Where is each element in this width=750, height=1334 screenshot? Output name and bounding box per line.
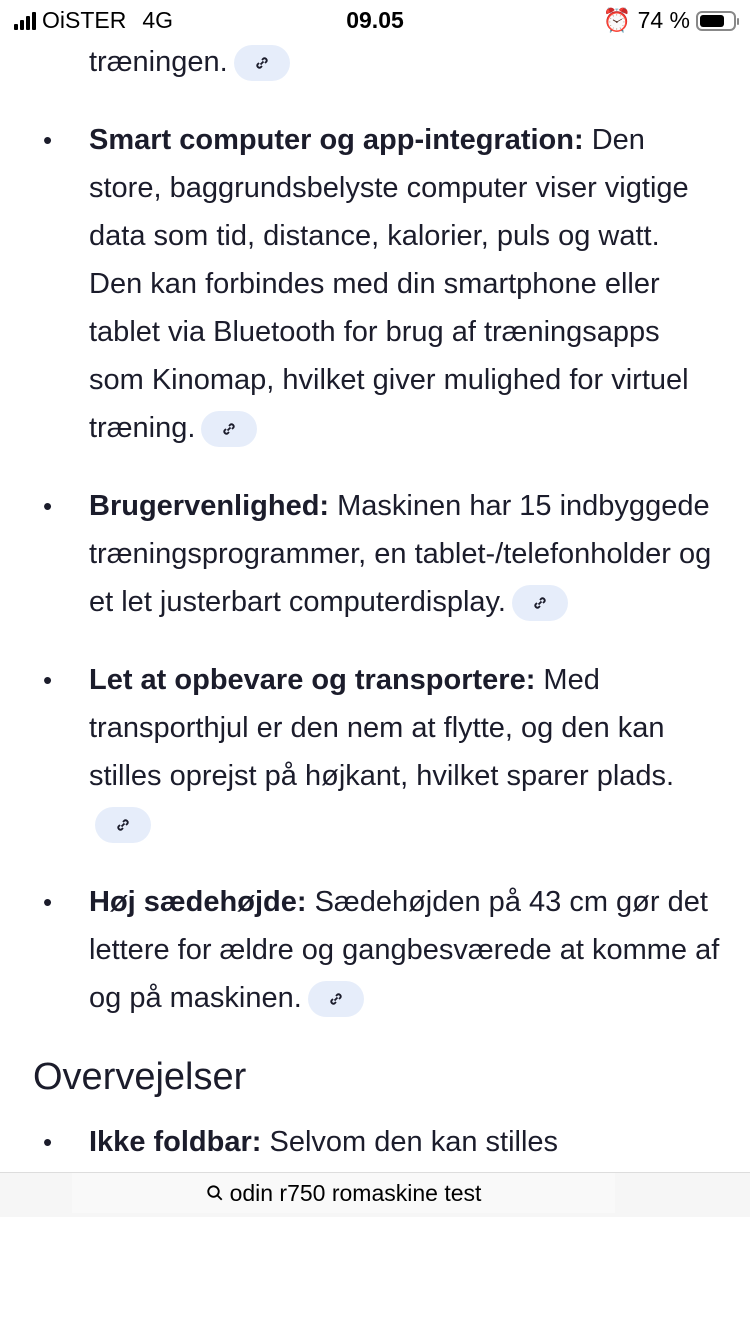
- signal-icon: [14, 12, 36, 30]
- list-item: • Smart computer og app-integration: Den store, baggrundsbelyste computer viser vigtige data som tid, distance, kalorier, puls og watt. Den kan forbindes med din smartphone eller tablet via Bluetooth for brug af træningsapps som Kinomap, hvilket giver mulighed for virtuel træning.: [89, 116, 720, 452]
- link-icon: [253, 54, 271, 72]
- search-query: odin r750 romaskine test: [229, 1179, 482, 1206]
- source-link-button[interactable]: [95, 807, 151, 843]
- address-bar[interactable]: [72, 1173, 615, 1213]
- list-item: • Høj sædehøjde: Sædehøjden på 43 cm gør det lettere for ældre og gangbesværede at komme af og på maskinen.: [89, 878, 720, 1022]
- source-link-button[interactable]: [512, 585, 568, 621]
- link-icon: [531, 594, 549, 612]
- browser-bottom-bar: [0, 1172, 750, 1217]
- list-item: • Ikke foldbar: Selvom den kan stilles: [43, 1126, 559, 1158]
- link-icon: [327, 990, 345, 1008]
- search-icon: [206, 1184, 224, 1202]
- carrier: OiSTER: [42, 7, 127, 33]
- list-item: • Brugervenlighed: Maskinen har 15 indbyggede træningsprogrammer, en tablet-/telefonholder og et let justerbart computerdisplay.: [89, 482, 720, 626]
- section-heading: Overvejelser: [33, 1056, 247, 1098]
- link-icon: [220, 420, 238, 438]
- battery-icon: [696, 11, 736, 31]
- source-link-button[interactable]: [234, 45, 290, 81]
- link-icon: [114, 816, 132, 834]
- source-link-button[interactable]: [308, 981, 364, 1017]
- list-item-fragment: træningen.: [89, 38, 720, 86]
- list-item: • Let at opbevare og transportere: Med transporthjul er den nem at flytte, og den kan stilles oprejst på højkant, hvilket sparer plads.: [89, 656, 720, 848]
- source-link-button[interactable]: [201, 411, 257, 447]
- battery-percent: 74 %: [637, 7, 690, 33]
- network: 4G: [142, 7, 174, 33]
- article-content: [0, 38, 750, 1166]
- alarm-icon: ⏰: [602, 7, 632, 33]
- clock: 09.05: [346, 7, 404, 33]
- status-bar: [0, 0, 750, 40]
